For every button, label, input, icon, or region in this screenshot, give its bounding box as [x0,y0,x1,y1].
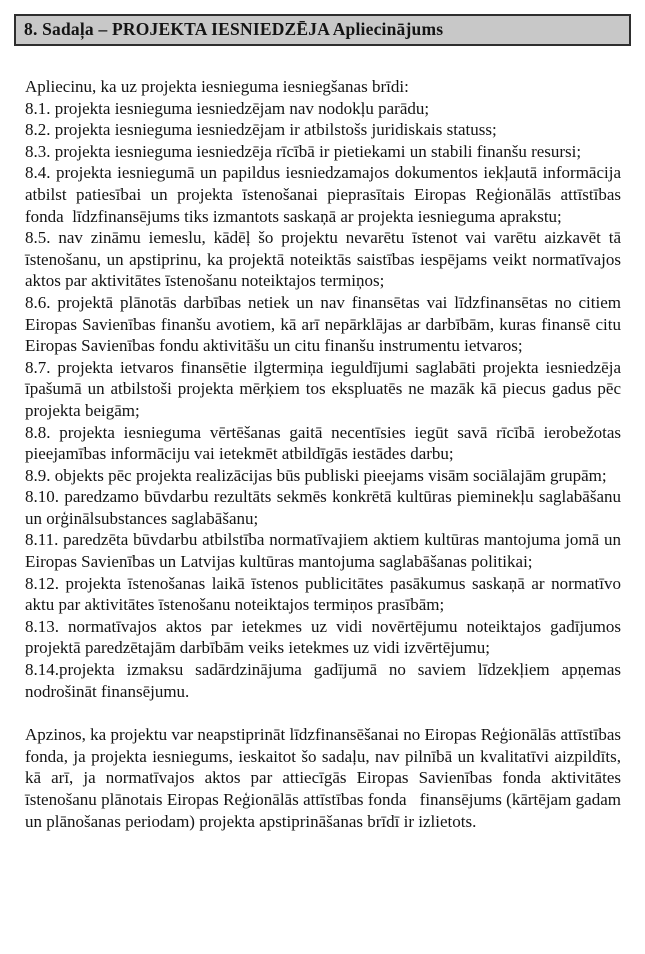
declaration-item-8-11: 8.11. paredzēta būvdarbu atbilstība normatīvajiem aktiem kultūras mantojuma jomā un Eiropas Savienības un Latvijas kultūras mantojuma saglabāšanas politikai; [25,530,621,572]
declaration-item-8-12: 8.12. projekta īstenošanas laikā īstenos publicitātes pasākumus saskaņā ar normatīvo aktu par aktivitātes īstenošanu noteiktajos termiņos prasībām; [25,573,621,615]
declaration-item-8-4: 8.4. projekta iesniegumā un papildus iesniedzamajos dokumentos iekļautā informācija atbilst patiesībai un projekta īstenošanai pieprasītais Eiropas Reģionālās attīstības fonda līdzfinansējums tiks izmantots saskaņā ar projekta iesnieguma aprakstu; [25,163,621,226]
declaration-item-8-5: 8.5. nav zināmu iemeslu, kādēļ šo projektu nevarētu īstenot vai varētu aizkavēt tā īstenošanu, un apstiprinu, ka projektā noteiktās saistības iespējams veikt normatīvajos aktos par aktivitātes īstenošanu noteiktajos termiņos; [25,228,621,291]
declaration-item-8-14: 8.14.projekta izmaksu sadārdzinājuma gadījumā no saviem līdzekļiem apņemas nodrošināt finansējumu. [25,660,621,701]
declaration-item-8-2: 8.2. projekta iesnieguma iesniedzējam ir atbilstošs juridiskais statuss; [25,120,497,140]
declaration-item-8-3: 8.3. projekta iesnieguma iesniedzēja rīcībā ir pietiekami un stabili finanšu resursi; [25,141,582,161]
section-header: 8. Sadaļa – PROJEKTA IESNIEDZĒJA Apliecinājums [14,14,631,46]
document-body [0,46,645,832]
declaration-item-8-8: 8.8. projekta iesnieguma vērtēšanas gaitā necentīsies iegūt savā rīcībā ierobežotas pieejamības informāciju vai ietekmēt atbildīgās iestādes darbu; [25,422,621,464]
declaration-item-8-9: 8.9. objekts pēc projekta realizācijas būs publiski pieejams visām sociālajām grupām; [25,465,607,485]
declaration-item-8-7: 8.7. projekta ietvaros finansētie ilgtermiņa ieguldījumi saglabāti projekta iesniedzēja īpašumā un atbilstoši projekta mērķiem tos ekspluatēs ne mazāk kā piecus gadus pēc projekta beigām; [25,357,621,420]
intro-line: Apliecinu, ka uz projekta iesnieguma iesniegšanas brīdi: [25,77,409,96]
declaration-item-8-10: 8.10. paredzamo būvdarbu rezultāts sekmēs konkrētā kultūras pieminekļu saglabāšanu un orģinālsubstances saglabāšanu; [25,487,621,528]
declaration-item-8-13: 8.13. normatīvajos aktos par ietekmes uz vidi novērtējumu noteiktajos gadījumos projektā paredzētajām darbībām veiks ietekmes uz vidi izvērtējumu; [25,616,621,658]
declaration-item-8-1: 8.1. projekta iesnieguma iesniedzējam nav nodokļu parādu; [25,98,430,118]
closing-paragraph: Apzinos, ka projektu var neapstiprināt līdzfinansēšanai no Eiropas Reģionālās attīstības fonda, ja projekta iesniegums, ieskaitot šo sadaļu, nav pilnībā un kvalitatīvi aizpildīts, kā arī, ja normatīvajos aktos par attiecīgās Eiropas Savienības fonda aktivitātes īstenošanu plānotais Eiropas Reģionālās attīstības fonda finansējums (kārtējam gadam un plānošanas periodam) projekta apstiprināšanas brīdī ir izlietots. [25,725,621,831]
declaration-item-8-6: 8.6. projektā plānotās darbības netiek un nav finansētas vai līdzfinansētas no citiem Eiropas Savienības finanšu avotiem, kā arī nepārklājas ar darbībām, kuras finansē citu Eiropas Savienības fondu aktivitāšu un citu finanšu instrumentu ietvaros; [25,292,621,356]
